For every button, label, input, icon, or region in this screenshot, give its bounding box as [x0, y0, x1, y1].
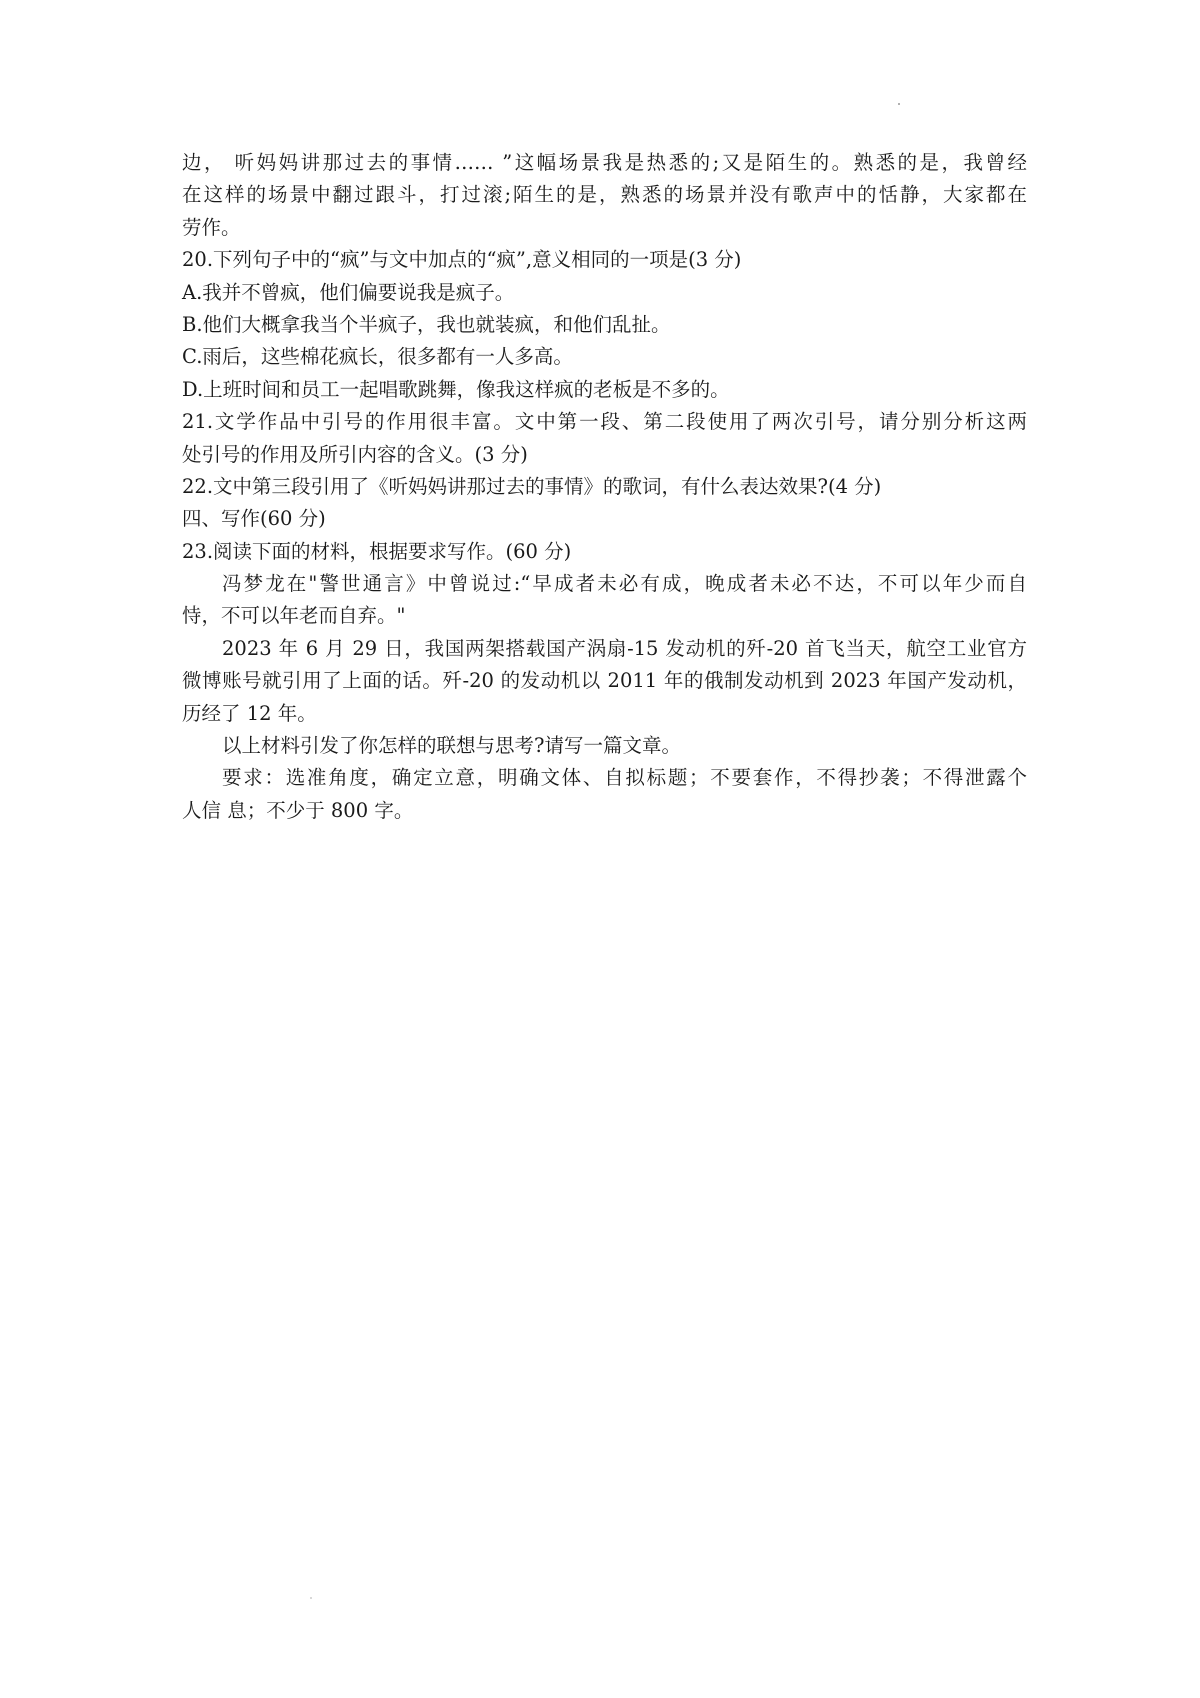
material-line: 冯梦龙在"警世通言》中曾说过:“早成者未必有成，晚成者未必不达，不可以年少而自: [222, 572, 1027, 596]
question-20: [182, 244, 1027, 406]
question-22-stem: 22.文中第三段引用了《听妈妈讲那过去的事情》的歌词，有什么表达效果?(4 分): [182, 474, 882, 498]
question-23-stem: 23.阅读下面的材料，根据要求写作。(60 分): [182, 539, 572, 563]
material-line: 微博账号就引用了上面的话。歼-20 的发动机以 2011 年的俄制发动机到 2023 年国产发动机，: [182, 669, 1027, 693]
writing-requirements: [182, 762, 1027, 827]
material-quote: [182, 568, 1027, 633]
question-20-option-b: B.他们大概拿我当个半疯子，我也就装疯，和他们乱扯。: [182, 312, 671, 336]
scan-speck-top: [898, 103, 900, 105]
question-20-stem: 20.下列句子中的“疯”与文中加点的“疯”,意义相同的一项是(3 分): [182, 248, 742, 272]
document-body: [182, 147, 1027, 827]
question-21-line: 处引号的作用及所引内容的含义。(3 分): [182, 442, 528, 466]
question-20-option-d: D.上班时间和员工一起唱歌跳舞，像我这样疯的老板是不多的。: [182, 377, 730, 401]
passage-continuation: [182, 147, 1027, 244]
question-21: [182, 406, 1027, 471]
question-20-option-c: C.雨后，这些棉花疯长，很多都有一人多高。: [182, 345, 573, 369]
writing-prompt: 以上材料引发了你怎样的联想与思考?请写一篇文章。: [222, 734, 681, 758]
requirement-line: 要求：选准角度，确定立意，明确文体、自拟标题；不要套作，不得抄袭；不得泄露个: [222, 766, 1027, 790]
question-21-line: 21.文学作品中引号的作用很丰富。文中第一段、第二段使用了两次引号，请分别分析这两: [182, 410, 1027, 434]
passage-line: 劳作。: [182, 215, 241, 239]
section-heading: 四、写作(60 分): [182, 507, 326, 531]
material-news: [182, 633, 1027, 730]
material-line: 历经了 12 年。: [182, 701, 317, 725]
material-line: 2023 年 6 月 29 日，我国两架搭载国产涡扇-15 发动机的歼-20 首飞当天，航空工业官方: [222, 636, 1027, 660]
question-20-option-a: A.我并不曾疯，他们偏要说我是疯子。: [182, 280, 515, 304]
scan-speck-bottom: [310, 1597, 312, 1599]
passage-line: 边， 听妈妈讲那过去的事情…… ”这幅场景我是热悉的;又是陌生的。熟悉的是，我曾经: [182, 151, 1027, 174]
passage-line: 在这样的场景中翻过跟斗，打过滚;陌生的是，熟悉的场景并没有歌声中的恬静，大家都在: [182, 183, 1027, 207]
section-writing: [182, 503, 1027, 827]
requirement-line: 人信 息；不少于 800 字。: [182, 798, 414, 822]
material-line: 恃，不可以年老而自弃。": [182, 604, 406, 628]
question-22: [182, 471, 1027, 503]
